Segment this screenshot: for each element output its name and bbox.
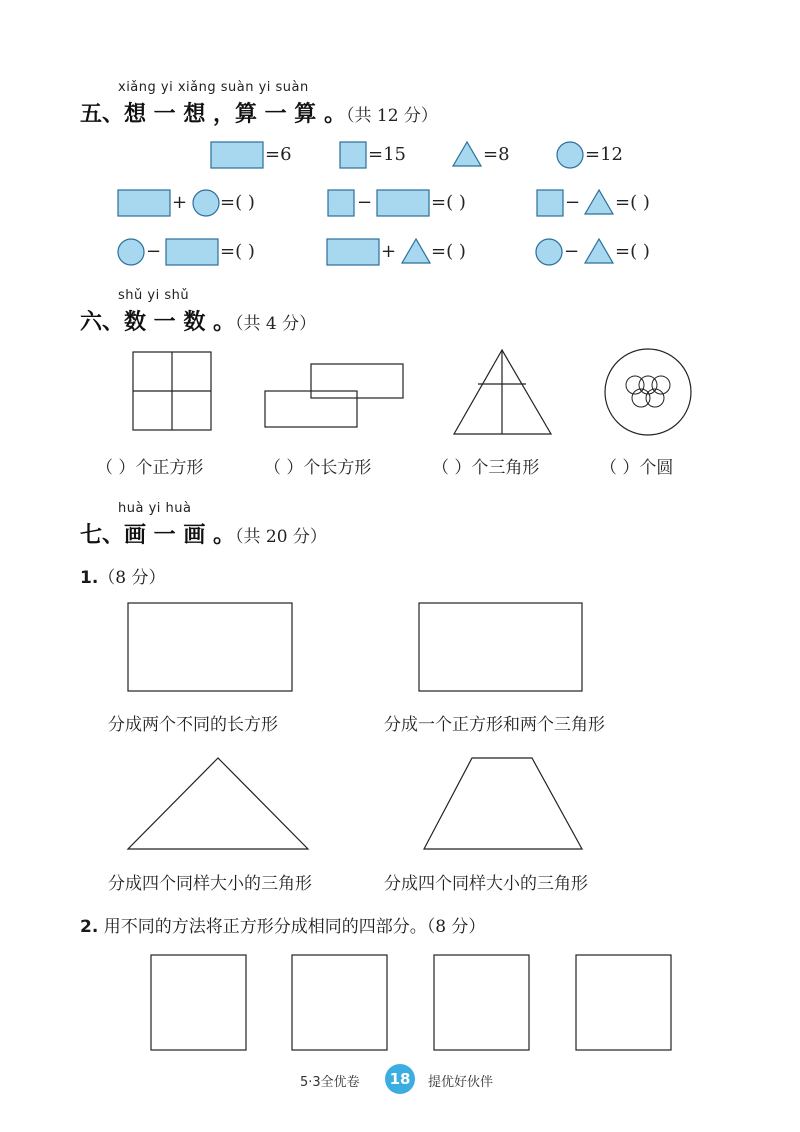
section6-score: （共 4 分） xyxy=(234,314,317,334)
count-answer-squares[interactable]: （ ）个正方形 xyxy=(96,458,204,478)
q1-caption-2: 分成一个正方形和两个三角形 xyxy=(384,715,605,735)
r1c-op: − xyxy=(565,192,581,213)
q1-caption-1: 分成两个不同的长方形 xyxy=(108,715,278,735)
q1-score: （8 分） xyxy=(98,568,166,588)
q2-label: 2. xyxy=(80,917,99,937)
r1b-op: − xyxy=(357,192,373,213)
section5-score: （共 12 分） xyxy=(345,106,438,126)
draw-square-2 xyxy=(292,955,387,1050)
section7-title-text: 七、画 一 画 。 xyxy=(80,523,235,548)
r2b-answer[interactable]: =( ) xyxy=(431,241,466,262)
draw-rect-1 xyxy=(128,603,292,691)
section7-pinyin: huà yi huà xyxy=(118,501,192,516)
section6-pinyin: shǔ yi shǔ xyxy=(118,288,190,303)
r2-answer[interactable]: =( ) xyxy=(220,241,255,262)
section7-score: （共 20 分） xyxy=(234,527,327,547)
footer-slogan: 提优好伙伴 xyxy=(428,1075,494,1090)
section5-title-text: 五、想 一 想 ，算 一 算 。 xyxy=(80,102,346,127)
draw-square-3 xyxy=(434,955,529,1050)
r1-op: + xyxy=(172,192,188,213)
draw-square-1 xyxy=(151,955,246,1050)
legend-circle-value: =12 xyxy=(585,144,623,165)
legend-triangle-value: =8 xyxy=(483,144,510,165)
section5-pinyin: xiǎng yi xiǎng suàn yi suàn xyxy=(118,80,309,95)
r2-op: − xyxy=(146,241,162,262)
q2-header xyxy=(80,912,485,937)
footer-brand: 5·3全优卷 xyxy=(300,1075,360,1090)
q1-caption-3: 分成四个同样大小的三角形 xyxy=(108,874,312,894)
r1c-answer[interactable]: =( ) xyxy=(615,192,650,213)
draw-triangle xyxy=(128,758,308,849)
q1-caption-4: 分成四个同样大小的三角形 xyxy=(384,874,588,894)
r1b-answer[interactable]: =( ) xyxy=(431,192,466,213)
q2-text: 用不同的方法将正方形分成相同的四部分。（8 分） xyxy=(103,917,486,937)
page-number-badge: 18 xyxy=(385,1064,415,1094)
draw-trapezoid xyxy=(424,758,582,849)
draw-square-4 xyxy=(576,955,671,1050)
q1-label: 1. xyxy=(80,568,99,588)
legend-rectangle-value: =6 xyxy=(265,144,292,165)
count-answer-circles[interactable]: （ ）个圆 xyxy=(600,458,674,478)
draw-rect-2 xyxy=(419,603,582,691)
r2c-op: − xyxy=(564,241,580,262)
legend-square-value: =15 xyxy=(368,144,406,165)
section6-title-text: 六、数 一 数 。 xyxy=(80,310,235,335)
r1-answer[interactable]: =( ) xyxy=(220,192,255,213)
count-answer-rects[interactable]: （ ）个长方形 xyxy=(264,458,372,478)
r2c-answer[interactable]: =( ) xyxy=(615,241,650,262)
count-answer-triangles[interactable]: （ ）个三角形 xyxy=(432,458,540,478)
r2b-op: + xyxy=(381,241,397,262)
